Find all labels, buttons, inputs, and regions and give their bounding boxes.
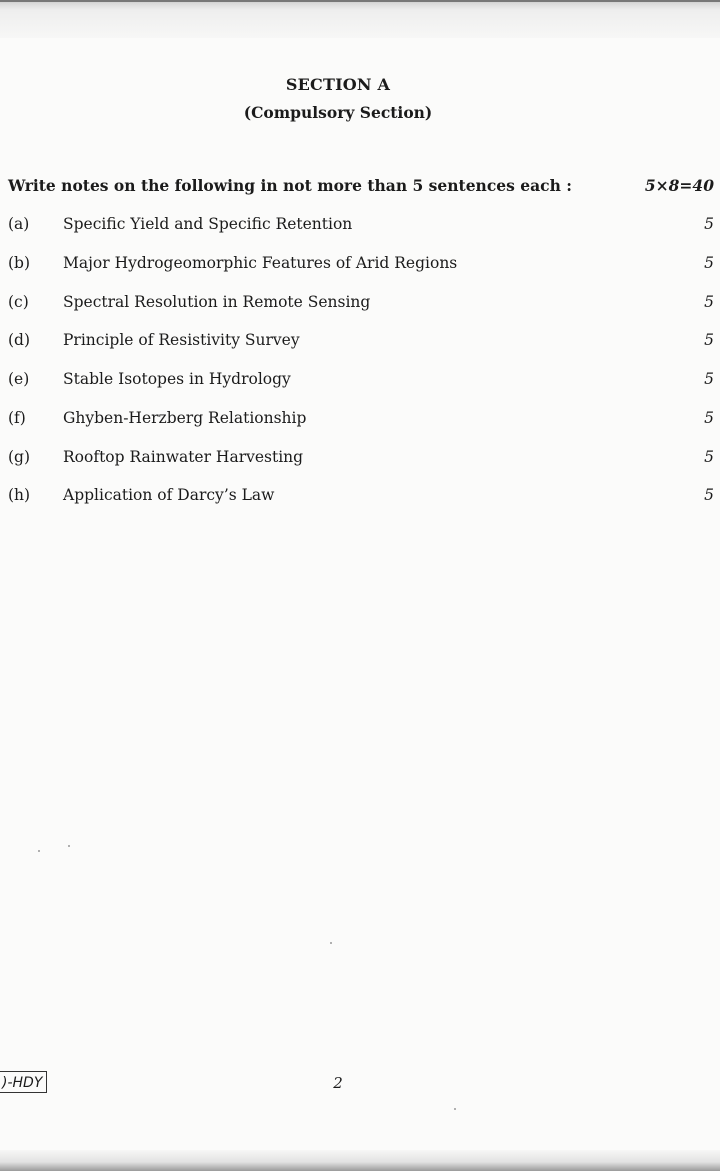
question-marks: 5×8=40 — [644, 176, 714, 195]
section-title: SECTION A — [285, 75, 391, 94]
scan-top-edge — [0, 0, 720, 38]
item-label: (g) — [8, 448, 31, 466]
item-marks: 5 — [704, 293, 714, 311]
list-item — [0, 370, 720, 394]
scan-speck — [330, 942, 332, 944]
item-marks: 5 — [704, 486, 714, 504]
question-instruction — [8, 176, 714, 198]
item-marks: 5 — [704, 254, 714, 272]
item-marks: 5 — [704, 370, 714, 388]
item-marks: 5 — [704, 215, 714, 233]
item-label: (a) — [8, 215, 30, 233]
item-text: Major Hydrogeomorphic Features of Arid Regions — [63, 254, 458, 272]
list-item — [0, 215, 720, 239]
item-label: (d) — [8, 331, 31, 349]
item-text: Application of Darcy’s Law — [63, 486, 275, 504]
list-item — [0, 331, 720, 355]
item-text: Stable Isotopes in Hydrology — [63, 370, 291, 388]
item-text: Spectral Resolution in Remote Sensing — [63, 293, 371, 311]
item-marks: 5 — [704, 448, 714, 466]
item-label: (c) — [8, 293, 29, 311]
item-text: Ghyben-Herzberg Relationship — [63, 409, 307, 427]
list-item — [0, 486, 720, 510]
list-item — [0, 254, 720, 278]
item-text: Rooftop Rainwater Harvesting — [63, 448, 304, 466]
item-text: Specific Yield and Specific Retention — [63, 215, 353, 233]
list-item — [0, 409, 720, 433]
scan-speck — [68, 845, 70, 847]
scan-top-border — [0, 0, 720, 2]
scan-speck — [454, 1108, 456, 1110]
paper-code-box: )-HDY — [0, 1071, 47, 1093]
item-label: (f) — [8, 409, 26, 427]
item-label: (h) — [8, 486, 31, 504]
item-marks: 5 — [704, 331, 714, 349]
section-subtitle: (Compulsory Section) — [243, 103, 433, 122]
item-label: (b) — [8, 254, 31, 272]
list-item — [0, 448, 720, 472]
scan-speck — [38, 850, 40, 852]
list-item — [0, 293, 720, 317]
scan-bottom-edge — [0, 1150, 720, 1171]
item-label: (e) — [8, 370, 30, 388]
item-text: Principle of Resistivity Survey — [63, 331, 300, 349]
question-text: Write notes on the following in not more than 5 sentences each : — [8, 176, 572, 195]
item-marks: 5 — [704, 409, 714, 427]
page-number: 2 — [333, 1074, 343, 1092]
